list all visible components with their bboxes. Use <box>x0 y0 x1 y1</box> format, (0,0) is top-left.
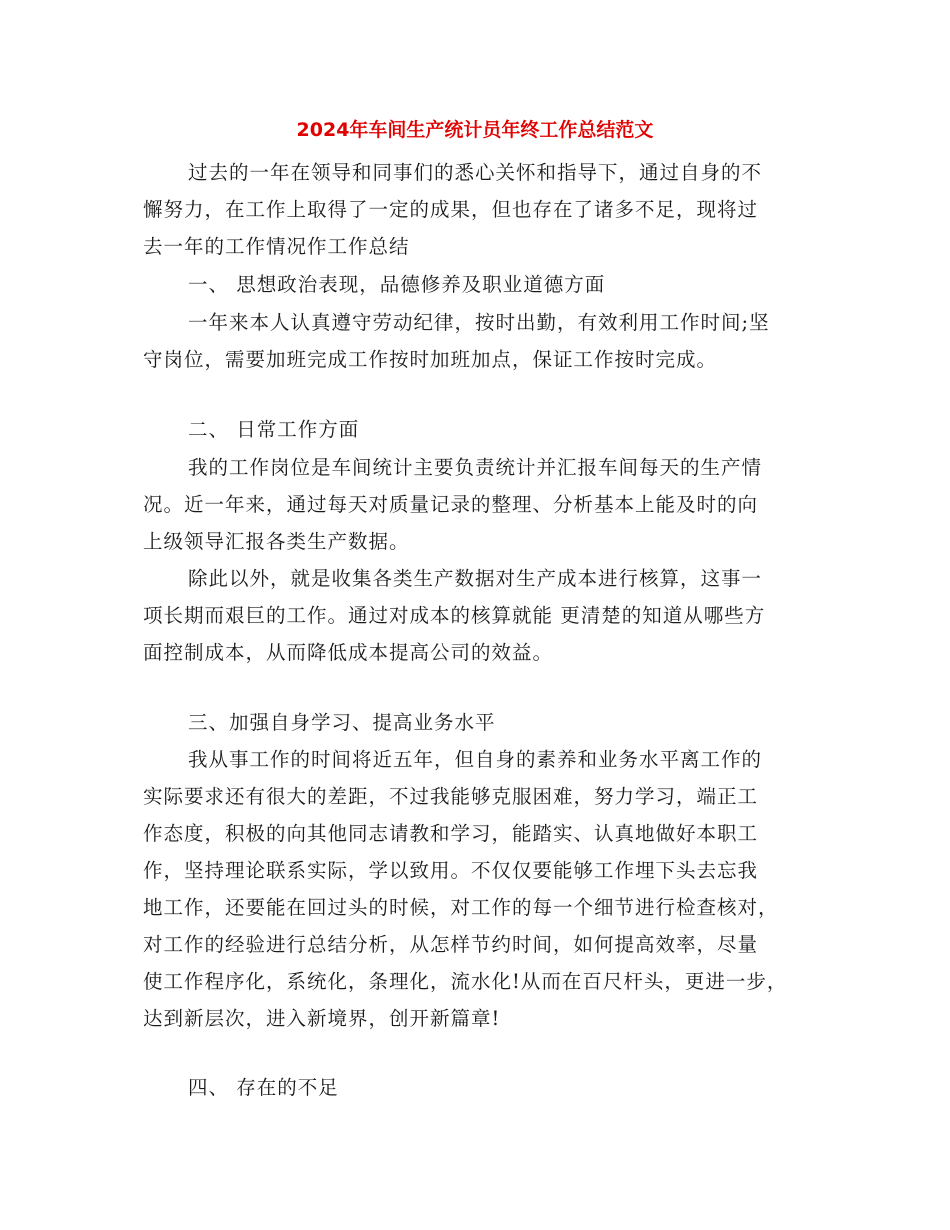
paragraph-line: 作，坚持理论联系实际，学以致用。不仅仅要能够工作埋下头去忘我 <box>143 859 759 882</box>
section-heading: 一、 思想政治表现，品德修养及职业道德方面 <box>188 273 606 296</box>
paragraph-line: 上级领导汇报各类生产数据。 <box>143 530 410 553</box>
paragraph-line: 一年来本人认真遵守劳动纪律，按时出勤，有效利用工作时间;坚 <box>188 311 770 334</box>
paragraph-line: 我的工作岗位是车间统计主要负责统计并汇报车间每天的生产情 <box>188 456 763 479</box>
paragraph-line: 过去的一年在领导和同事们的悉心关怀和指导下，通过自身的不 <box>188 161 763 184</box>
paragraph-line: 况。近一年来，通过每天对质量记录的整理、分析基本上能及时的向 <box>143 493 759 516</box>
paragraph-line: 我从事工作的时间将近五年，但自身的素养和业务水平离工作的 <box>188 748 763 771</box>
paragraph-line: 去一年的工作情况作工作总结 <box>143 235 410 258</box>
paragraph-line: 地工作，还要能在回过头的时候，对工作的每一个细节进行检查核对， <box>143 896 779 919</box>
paragraph-line: 使工作程序化，系统化，条理化，流水化!从而在百尺杆头，更进一步， <box>143 970 788 993</box>
paragraph-line: 守岗位，需要加班完成工作按时加班加点，保证工作按时完成。 <box>143 348 718 371</box>
paragraph-line: 除此以外，就是收集各类生产数据对生产成本进行核算，这事一 <box>188 567 763 590</box>
section-heading: 四、 存在的不足 <box>188 1076 339 1099</box>
paragraph-line: 项长期而艰巨的工作。通过对成本的核算就能 更清楚的知道从哪些方 <box>143 604 766 627</box>
document-title: 2024年车间生产统计员年终工作总结范文 <box>296 119 654 141</box>
paragraph-line: 作态度，积极的向其他同志请教和学习，能踏实、认真地做好本职工 <box>143 822 759 845</box>
paragraph-line: 面控制成本，从而降低成本提高公司的效益。 <box>143 641 554 664</box>
paragraph-line: 达到新层次，进入新境界，创开新篇章! <box>143 1007 501 1030</box>
section-heading: 二、 日常工作方面 <box>188 418 360 441</box>
paragraph-line: 对工作的经验进行总结分析，从怎样节约时间，如何提高效率，尽量 <box>143 933 759 956</box>
section-heading: 三、加强自身学习、提高业务水平 <box>188 711 496 734</box>
paragraph-line: 懈努力，在工作上取得了一定的成果，但也存在了诸多不足，现将过 <box>143 198 759 221</box>
paragraph-line: 实际要求还有很大的差距，不过我能够克服困难，努力学习，端正工 <box>143 785 759 808</box>
